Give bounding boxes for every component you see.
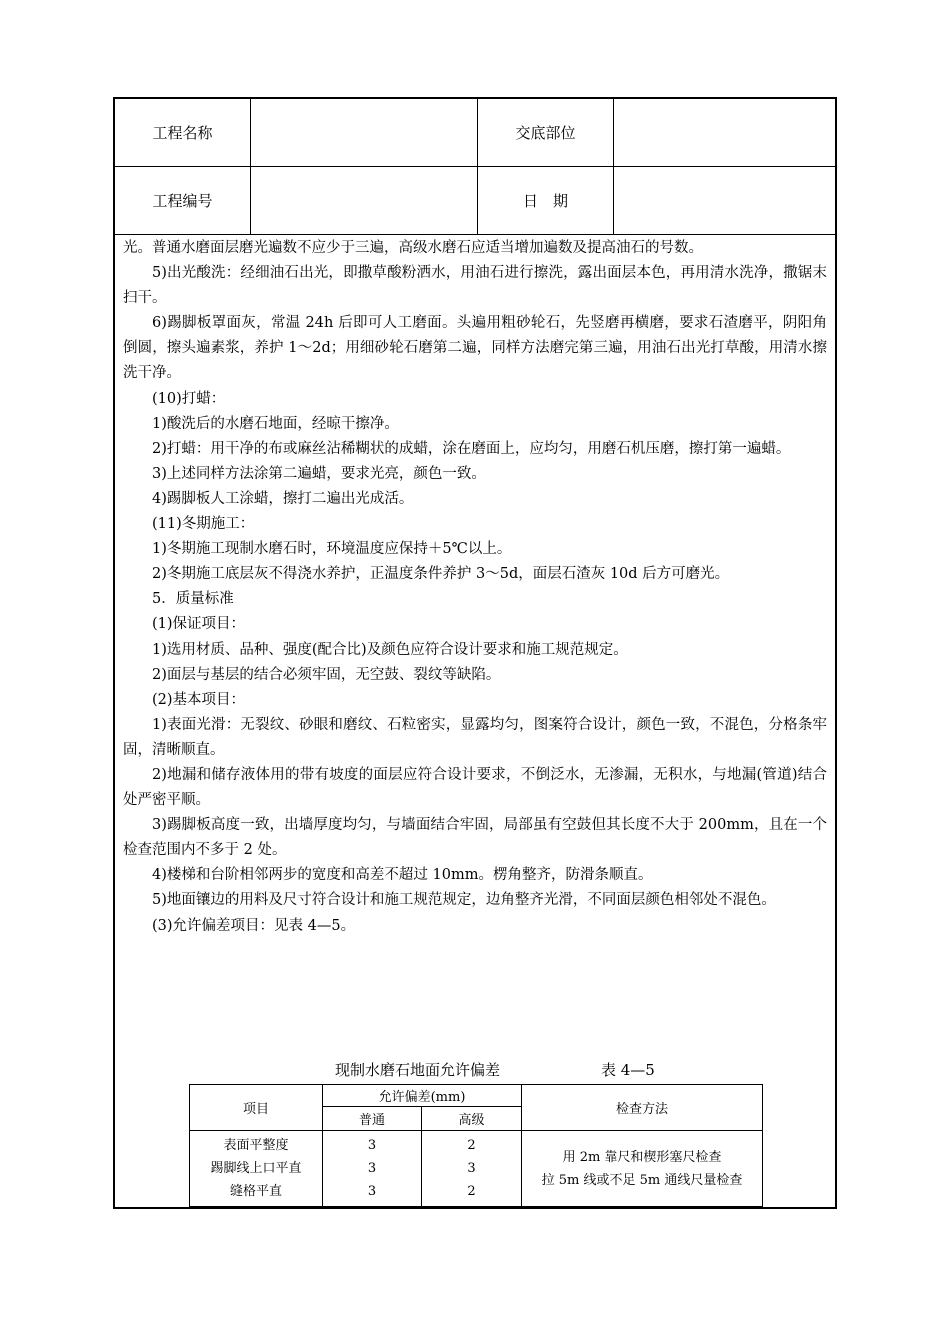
date-label: 日 期 — [478, 167, 614, 235]
project-name-label: 工程名称 — [115, 99, 251, 167]
paragraph: 5)出光酸洗：经细油石出光，即撒草酸粉洒水，用油石进行擦洗，露出面层本色，再用清水洗净，撒锯末扫干。 — [123, 265, 827, 307]
table-item: 缝格平直 — [229, 1184, 282, 1199]
col-item-header: 项目 — [190, 1085, 323, 1131]
col-allowed-header: 允许偏差(mm) — [323, 1085, 522, 1107]
paragraph: 2)面层与基层的结合必须牢固，无空鼓、裂纹等缺陷。 — [152, 666, 501, 683]
paragraph: 2)打蜡：用干净的布或麻丝沾稀糊状的成蜡，涂在磨面上，应均匀，用磨石机压磨，擦打第一遍蜡。 — [152, 440, 791, 457]
table-number: 表 4—5 — [601, 1061, 655, 1079]
paragraph: 5)地面镶边的用料及尺寸符合设计和施工规范规定，边角整齐光滑，不同面层颜色相邻处不混色。 — [152, 892, 776, 909]
col-advanced-header: 高级 — [422, 1107, 522, 1131]
table-caption — [115, 1059, 835, 1081]
section-heading: 5．质量标准 — [152, 591, 234, 608]
table-title: 现制水磨石地面允许偏差 — [335, 1061, 501, 1079]
paragraph: 3)踢脚板高度一致，出墙厚度均匀，与墙面结合牢固，局部虽有空鼓但其长度不大于 200mm，且在一个检查范围内不多于 2 处。 — [123, 817, 827, 859]
table-method: 用 2m 靠尺和楔形塞尺检查 — [562, 1149, 722, 1165]
date-value — [614, 167, 836, 235]
section-heading: (10)打蜡： — [152, 390, 226, 407]
paragraph: 1)酸洗后的水磨石地面，经晾干擦净。 — [152, 415, 399, 432]
table-value: 2 — [467, 1138, 476, 1153]
table-value: 3 — [367, 1161, 377, 1176]
section-heading: (1)保证项目： — [152, 616, 246, 633]
handover-part-value — [614, 99, 836, 167]
table-value: 3 — [367, 1138, 377, 1153]
table-item: 表面平整度 — [223, 1138, 289, 1153]
header-table — [115, 99, 835, 235]
table-value: 2 — [467, 1184, 476, 1199]
table-cell-items — [190, 1131, 323, 1207]
table-value: 3 — [467, 1161, 476, 1176]
paragraph: 1)选用材质、品种、强度(配合比)及颜色应符合设计要求和施工规范规定。 — [152, 641, 628, 658]
paragraph: 4)楼梯和台阶相邻两步的宽度和高差不超过 10mm。楞角整齐，防滑条顺直。 — [152, 867, 653, 884]
document-body — [115, 236, 833, 939]
table-method: 拉 5m 线或不足 5m 通线尺量检查 — [541, 1172, 743, 1188]
table-item: 踢脚线上口平直 — [210, 1161, 302, 1176]
section-heading: (2)基本项目： — [152, 691, 246, 708]
paragraph: 2)冬期施工底层灰不得浇水养护，正温度条件养护 3～5d，面层石渣灰 10d 后方可磨光。 — [152, 566, 730, 583]
project-no-value — [251, 167, 478, 235]
table-value: 3 — [367, 1184, 377, 1199]
project-name-value — [251, 99, 478, 167]
deviation-table — [189, 1084, 763, 1207]
project-no-label: 工程编号 — [115, 167, 251, 235]
table-cell-methods — [522, 1131, 763, 1207]
paragraph: 3)上述同样方法涂第二遍蜡，要求光亮，颜色一致。 — [152, 465, 486, 482]
paragraph: 6)踢脚板罩面灰，常温 24h 后即可人工磨面。头遍用粗砂轮石，先竖磨再横磨，要求石渣磨平，阴阳角倒圆，擦头遍素浆，养护 1～2d；用细砂轮石磨第二遍，同样方法磨完第三遍，用油石出光打草酸，用清水擦洗干净。 — [123, 315, 827, 382]
paragraph: 光。普通水磨面层磨光遍数不应少于三遍，高级水磨石应适当增加遍数及提高油石的号数。 — [123, 240, 703, 256]
section-heading: (11)冬期施工： — [152, 516, 255, 533]
document-frame — [113, 97, 837, 1209]
paragraph: 4)踢脚板人工涂蜡，擦打二遍出光成活。 — [152, 490, 414, 507]
paragraph: 1)冬期施工现制水磨石时，环境温度应保持＋5℃以上。 — [152, 541, 512, 558]
col-normal-header: 普通 — [323, 1107, 422, 1131]
paragraph: (3)允许偏差项目：见表 4—5。 — [152, 917, 356, 934]
handover-part-label: 交底部位 — [478, 99, 614, 167]
paragraph: 1)表面光滑：无裂纹、砂眼和磨纹、石粒密实，显露均匀，图案符合设计，颜色一致，不混色，分格条牢固，清晰顺直。 — [123, 716, 827, 758]
col-method-header: 检查方法 — [522, 1085, 763, 1131]
table-cell-advanced — [422, 1131, 522, 1207]
paragraph: 2)地漏和储存液体用的带有坡度的面层应符合设计要求，不倒泛水，无渗漏，无积水，与地漏(管道)结合处严密平顺。 — [123, 766, 827, 809]
table-cell-normal — [323, 1131, 422, 1207]
